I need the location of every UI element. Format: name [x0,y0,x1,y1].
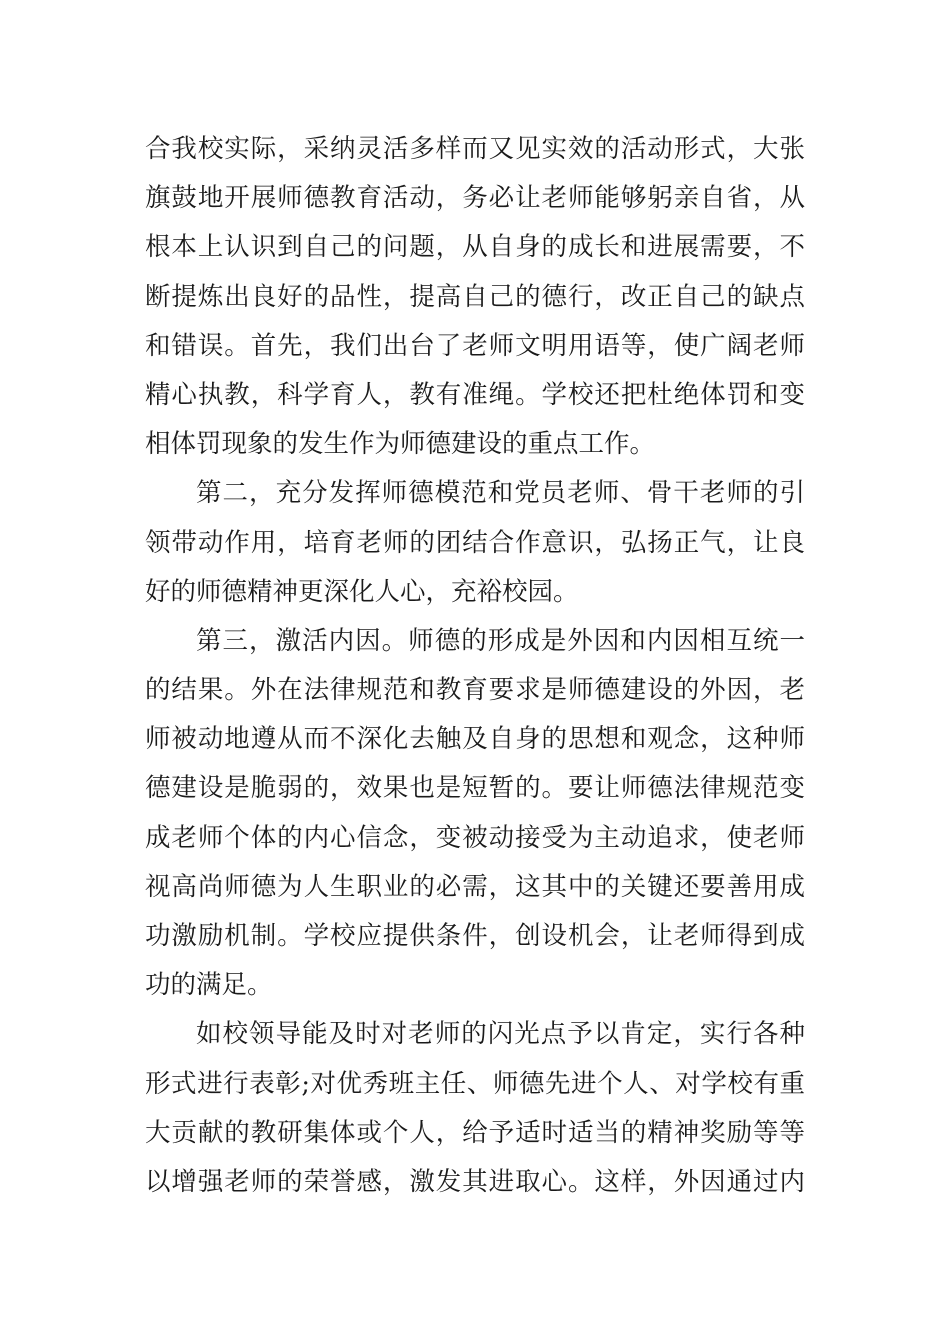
text-line: 功的满足。 [145,970,273,1001]
text-line: 功激励机制。学校应提供条件，创设机会，让老师得到成 [145,921,805,951]
text-line: 的结果。外在法律规范和教育要求是师德建设的外因，老 [145,675,805,706]
text-line: 如校领导能及时对老师的闪光点予以肯定，实行各种 [196,1019,805,1050]
text-line: 根本上认识到自己的问题，从自身的成长和进展需要，不 [145,232,805,263]
text-line: 好的师德精神更深化人心，充裕校园。 [145,576,579,607]
text-line: 视高尚师德为人生职业的必需，这其中的关键还要善用成 [145,871,805,902]
text-line: 德建设是脆弱的，效果也是短暂的。要让师德法律规范变 [145,773,805,804]
text-line: 合我校实际，采纳灵活多样而又见实效的活动形式，大张 [145,134,805,164]
paragraph-2 [145,469,805,617]
text-line: 第二，充分发挥师德模范和党员老师、骨干老师的引 [196,478,805,509]
text-line: 断提炼出良好的品性，提高自己的德行，改正自己的缺点 [145,281,805,312]
text-line: 第三，激活内因。师德的形成是外因和内因相互统一 [196,625,805,656]
text-line: 和错误。首先，我们出台了老师文明用语等，使广阔老师 [145,330,805,361]
paragraph-1 [145,125,805,469]
paragraph-3 [145,617,805,1011]
text-line: 成老师个体的内心信念，变被动接受为主动追求，使老师 [145,822,805,853]
text-line: 旗鼓地开展师德教育活动，务必让老师能够躬亲自省，从 [145,183,805,214]
text-line: 相体罚现象的发生作为师德建设的重点工作。 [145,429,656,460]
text-line: 形式进行表彰;对优秀班主任、师德先进个人、对学校有重 [145,1068,805,1099]
document-body [145,125,805,1207]
paragraph-4 [145,1010,805,1207]
text-line: 师被动地遵从而不深化去触及自身的思想和观念，这种师 [145,724,805,755]
text-line: 大贡献的教研集体或个人，给予适时适当的精神奖励等等 [145,1117,805,1148]
text-line: 领带动作用，培育老师的团结合作意识，弘扬正气，让良 [145,527,805,558]
text-line: 精心执教，科学育人，教有准绳。学校还把杜绝体罚和变 [145,379,805,410]
text-line: 以增强老师的荣誉感，激发其进取心。这样，外因通过内 [145,1166,805,1197]
